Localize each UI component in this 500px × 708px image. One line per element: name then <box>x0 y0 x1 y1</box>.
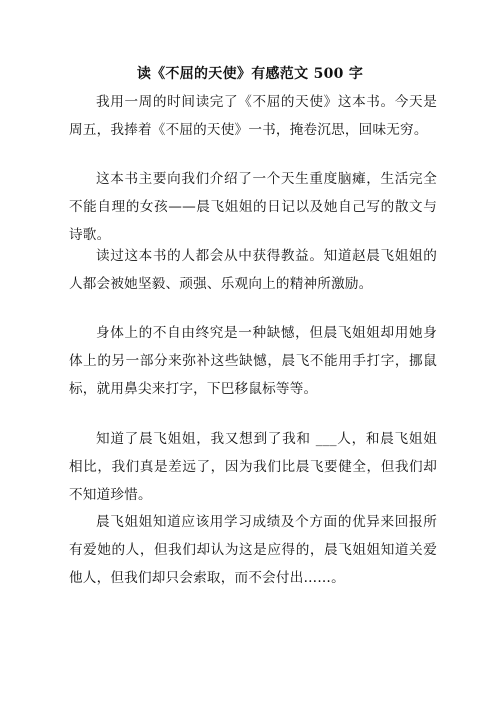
paragraph-3: 读过这本书的人都会从中获得教益。知道赵晨飞姐姐的人都会被她坚毅、顽强、乐观向上的精神所激励。 <box>69 248 437 292</box>
paragraph-4: 身体上的不自由终究是一种缺憾，但晨飞姐姐却用她身体上的另一部分来弥补这些缺憾，晨飞不能用手打字，挪鼠标，就用鼻尖来打字，下巴移鼠标等等。 <box>69 325 437 397</box>
paragraph-5: 知道了晨飞姐姐，我又想到了我和 ___人，和晨飞姐姐相比，我们真是差远了，因为我们比晨飞要健全，但我们却不知道珍惜。 <box>69 431 437 503</box>
paragraph-2: 这本书主要向我们介绍了一个天生重度脑瘫，生活完全不能自理的女孩——晨飞姐姐的日记以及她自己写的散文与诗歌。 <box>69 171 437 243</box>
paragraph-6: 晨飞姐姐知道应该用学习成绩及个方面的优异来回报所有爱她的人，但我们却认为这是应得的，晨飞姐姐知道关爱他人，但我们却只会索取，而不会付出……。 <box>69 514 437 586</box>
paragraph-1: 我用一周的时间读完了《不屈的天使》这本书。今天是周五，我捧着《不屈的天使》一书，掩卷沉思，回味无穷。 <box>69 94 437 138</box>
document-title: 读《不屈的天使》有感范文 500 字 <box>136 66 364 82</box>
